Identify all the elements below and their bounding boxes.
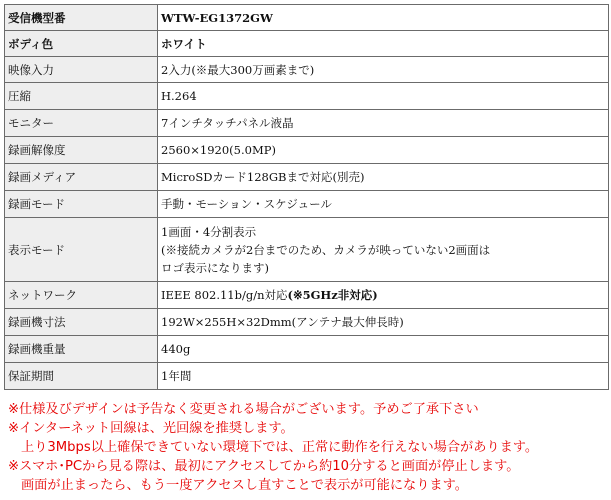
spec-row-video-input [5,57,609,83]
spec-value: MicroSDカード128GBまで対応(別売) [158,164,609,191]
spec-value-line: ロゴ表示になります) [161,260,269,275]
spec-label: 録画モード [5,191,158,218]
spec-label: モニター [5,110,158,137]
spec-label: ネットワーク [5,282,158,309]
note-line: 画面が止まったら、もう一度アクセスし直すことで表示が可能になります。 [21,478,468,493]
spec-label: 映像入力 [5,57,158,83]
spec-label: 保証期間 [5,363,158,390]
spec-value: 2560×1920(5.0MP) [158,137,609,164]
spec-value: H.264 [158,83,609,110]
spec-label: 録画機重量 [5,336,158,363]
spec-row-display-mode [5,218,609,282]
spec-label: 録画解像度 [5,137,158,164]
note-line: 上り3Mbps以上確保できていない環境下では、正常に動作を行えない場合があります。 [21,440,539,455]
spec-label: 圧縮 [5,83,158,110]
spec-value: 440g [158,336,609,363]
spec-label: 受信機型番 [5,5,158,31]
spec-value: 192W×255H×32Dmm(アンテナ最大伸長時) [158,309,609,336]
spec-value: 1年間 [158,363,609,390]
spec-value-emphasis: (※5GHz非対応) [287,288,378,302]
spec-label: 録画機寸法 [5,309,158,336]
note-line: ※スマホ･PCから見る際は、最初にアクセスしてから約10分すると画面が停止します。 [8,459,520,474]
note-line: ※仕様及びデザインは予告なく変更される場合がございます。予めご了承下さい [8,402,479,417]
note-line: ※インターネット回線は、光回線を推奨します。 [8,421,294,436]
spec-row-record-mode [5,191,609,218]
spec-label: 録画メディア [5,164,158,191]
notes-section [8,400,606,495]
spec-value [158,218,609,282]
spec-value: 手動・モーション・スケジュール [158,191,609,218]
spec-label: ボディ色 [5,31,158,57]
spec-row-dimensions [5,309,609,336]
spec-value: 7インチタッチパネル液晶 [158,110,609,137]
spec-row-weight [5,336,609,363]
spec-row-body-color [5,31,609,57]
spec-row-warranty [5,363,609,390]
spec-row-monitor [5,110,609,137]
spec-value-line: 1画面・4分割表示 [161,224,257,239]
spec-value [158,282,609,309]
spec-value: ホワイト [158,31,609,57]
spec-row-model [5,5,609,31]
spec-value: WTW-EG1372GW [158,5,609,31]
spec-value-text: IEEE 802.11b/g/n対応 [161,288,288,302]
spec-value-line: (※接続カメラが2台までのため、カメラが映っていない2画面は [161,242,491,257]
spec-row-compression [5,83,609,110]
spec-table [4,4,609,390]
spec-label: 表示モード [5,218,158,282]
spec-row-media [5,164,609,191]
spec-row-network [5,282,609,309]
spec-row-resolution [5,137,609,164]
spec-value: 2入力(※最大300万画素まで) [158,57,609,83]
